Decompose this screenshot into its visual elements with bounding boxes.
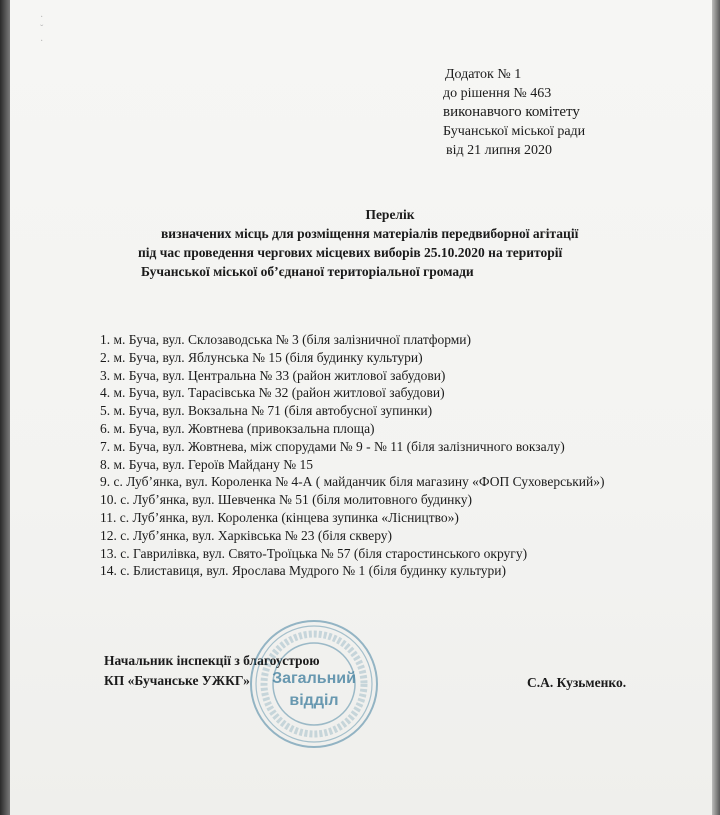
title-line-3: Бучанської міської об’єднаної територіальної громади (141, 264, 474, 279)
addendum-number: Додаток № 1 (445, 67, 522, 82)
stamp-text-line-1: Загальний (272, 670, 356, 687)
stamp-text-line-2: відділ (289, 692, 339, 709)
document-title (125, 205, 635, 281)
signatory-position-line-2: КП «Бучанське УЖКГ» (104, 673, 250, 688)
signatory-name: С.А. Кузьменко. (527, 675, 627, 690)
addendum-committee: виконавчого комітету (443, 104, 580, 120)
addendum-header (443, 65, 585, 160)
list-item: 10. с. Луб’янка, вул. Шевченка № 51 (біля молитовного будинку) (100, 492, 473, 508)
list-item: 3. м. Буча, вул. Центральна № 33 (район житлової забудови) (100, 367, 446, 383)
left-edge-shadow (0, 0, 10, 815)
list-item: 5. м. Буча, вул. Вокзальна № 71 (біля автобусної зупинки) (100, 403, 433, 419)
title-heading: Перелік (365, 207, 415, 222)
list-item: 11. с. Луб’янка, вул. Короленка (кінцева зупинка «Лісництво») (100, 509, 459, 525)
right-edge-shadow (712, 0, 720, 815)
list-item: 4. м. Буча, вул. Тарасівська № 32 (район житлової забудови) (100, 385, 445, 401)
list-item: 7. м. Буча, вул. Жовтнева, між спорудами № 9 - № 11 (біля залізничного вокзалу) (100, 438, 565, 454)
list-item: 9. с. Луб’янка, вул. Короленка № 4-А ( майданчик біля магазину «ФОП Суховерський») (100, 474, 605, 490)
addendum-decision: до рішення № 463 (443, 86, 552, 101)
list-item: 8. м. Буча, вул. Героїв Майдану № 15 (100, 456, 314, 472)
list-item: 1. м. Буча, вул. Склозаводська № 3 (біля залізничної платформи) (100, 332, 472, 347)
list-item: 12. с. Луб’янка, вул. Харківська № 23 (біля скверу) (100, 527, 393, 543)
list-item: 6. м. Буча, вул. Жовтнева (привокзальна площа) (100, 420, 375, 436)
official-stamp (248, 618, 380, 750)
list-item: 2. м. Буча, вул. Яблунська № 15 (біля будинку культури) (100, 349, 423, 365)
title-line-1: визначених місць для розміщення матеріалів передвиборної агітації (161, 226, 579, 241)
corner-scribble: · ˇ · (40, 12, 44, 47)
addendum-council: Бучанської міської ради (443, 124, 586, 139)
signatory-position-line-1: Начальник інспекції з благоустрою (104, 653, 320, 668)
list-item: 14. с. Блиставиця, вул. Ярослава Мудрого № 1 (біля будинку культури) (100, 563, 507, 579)
addendum-date: від 21 липня 2020 (446, 143, 553, 158)
title-line-2: під час проведення чергових місцевих виборів 25.10.2020 на території (138, 245, 563, 260)
places-list (100, 331, 604, 580)
list-item: 13. с. Гаврилівка, вул. Свято-Троїцька № 57 (біля старостинського округу) (100, 545, 528, 561)
